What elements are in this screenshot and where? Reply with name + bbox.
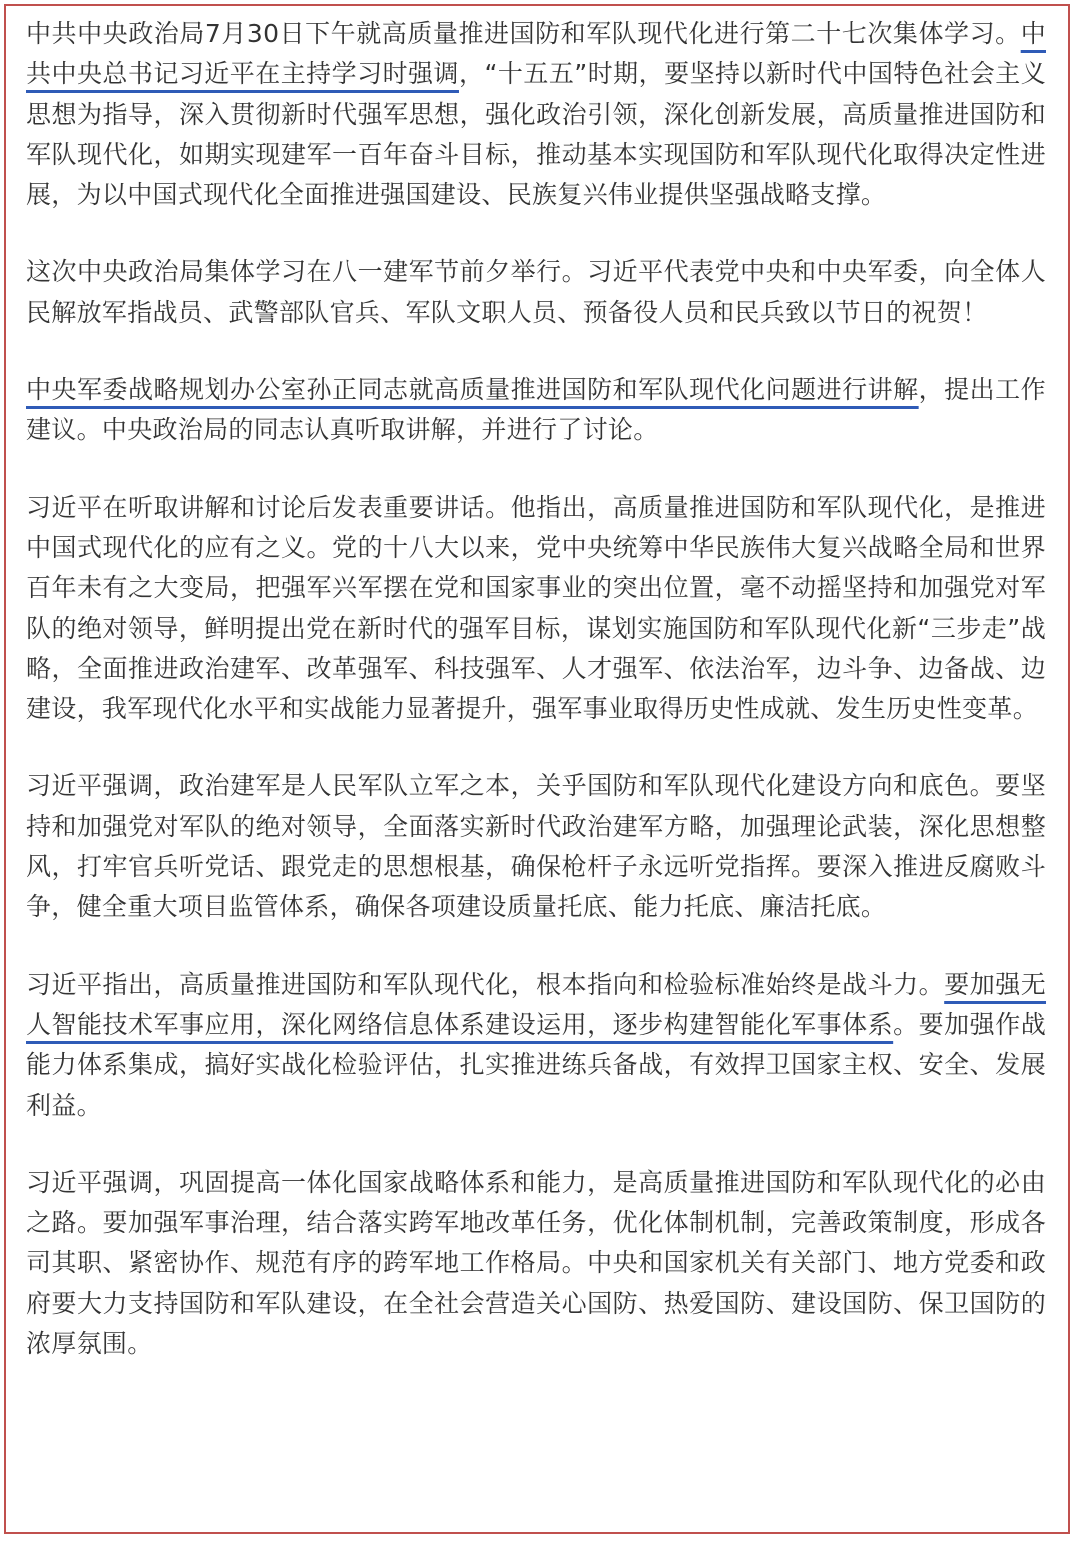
article-frame (4, 4, 1070, 1534)
paragraph-3 (26, 370, 1046, 451)
paragraph-3-rest: ，提出工作建议。中央政治局的同志认真听取讲解，并进行了讨论。 (26, 375, 1046, 445)
paragraph-3-highlight: 中央军委战略规划办公室孙正同志就高质量推进国防和军队现代化问题进行讲解 (26, 375, 919, 405)
paragraph-1 (26, 14, 1046, 215)
paragraph-6-rest: 。要加强作战能力体系集成，搞好实战化检验评估，扎实推进练兵备战，有效捍卫国家主权、安全、发展利益。 (26, 1009, 1046, 1120)
paragraph-7: 习近平强调，巩固提高一体化国家战略体系和能力，是高质量推进国防和军队现代化的必由之路。要加强军事治理，结合落实跨军地改革任务，优化体制机制，完善政策制度，形成各司其职、紧密协作、规范有序的跨军地工作格局。中央和国家机关有关部门、地方党委和政府要大力支持国防和军队建设，在全社会营造关心国防、热爱国防、建设国防、保卫国防的浓厚氛围。 (26, 1167, 1046, 1359)
paragraph-1-rest: ，“十五五”时期，要坚持以新时代中国特色社会主义思想为指导，深入贯彻新时代强军思想，强化政治引领，深化创新发展，高质量推进国防和军队现代化，如期实现建军一百年奋斗目标，推动基本实现国防和军队现代化取得决定性进展，为以中国式现代化全面推进强国建设、民族复兴伟业提供坚强战略支撑。 (26, 59, 1046, 210)
paragraph-4: 习近平在听取讲解和讨论后发表重要讲话。他指出，高质量推进国防和军队现代化，是推进中国式现代化的应有之义。党的十八大以来，党中央统筹中华民族伟大复兴战略全局和世界百年未有之大变局，把强军兴军摆在党和国家事业的突出位置，毫不动摇坚持和加强党对军队的绝对领导，鲜明提出党在新时代的强军目标，谋划实施国防和军队现代化新“三步走”战略，全面推进政治建军、改革强军、科技强军、人才强军、依法治军，边斗争、边备战、边建设，我军现代化水平和实战能力显著提升，强军事业取得历史性成就、发生历史性变革。 (26, 492, 1046, 724)
paragraph-5: 习近平强调，政治建军是人民军队立军之本，关乎国防和军队现代化建设方向和底色。要坚持和加强党对军队的绝对领导，全面落实新时代政治建军方略，加强理论武装，深化思想整风，打牢官兵听党话、跟党走的思想根基，确保枪杆子永远听党指挥。要深入推进反腐败斗争，健全重大项目监管体系，确保各项建设质量托底、能力托底、廉洁托底。 (26, 771, 1046, 922)
paragraph-2: 这次中央政治局集体学习在八一建军节前夕举行。习近平代表党中央和中央军委，向全体人民解放军指战员、武警部队官兵、军队文职人员、预备役人员和民兵致以节日的祝贺！ (26, 257, 1046, 327)
paragraph-6-intro: 习近平指出，高质量推进国防和军队现代化，根本指向和检验标准始终是战斗力。 (26, 969, 945, 999)
paragraph-1-intro: 中共中央政治局7月30日下午就高质量推进国防和军队现代化进行第二十七次集体学习。 (26, 19, 1021, 48)
article-body (26, 14, 1046, 1401)
paragraph-6 (26, 965, 1046, 1126)
paragraph-1-highlight: 中共中央总书记习近平在主持学习时强调 (26, 19, 1046, 89)
paragraph-6-highlight: 要加强无人智能技术军事应用，深化网络信息体系建设运用，逐步构建智能化军事体系 (26, 969, 1047, 1039)
